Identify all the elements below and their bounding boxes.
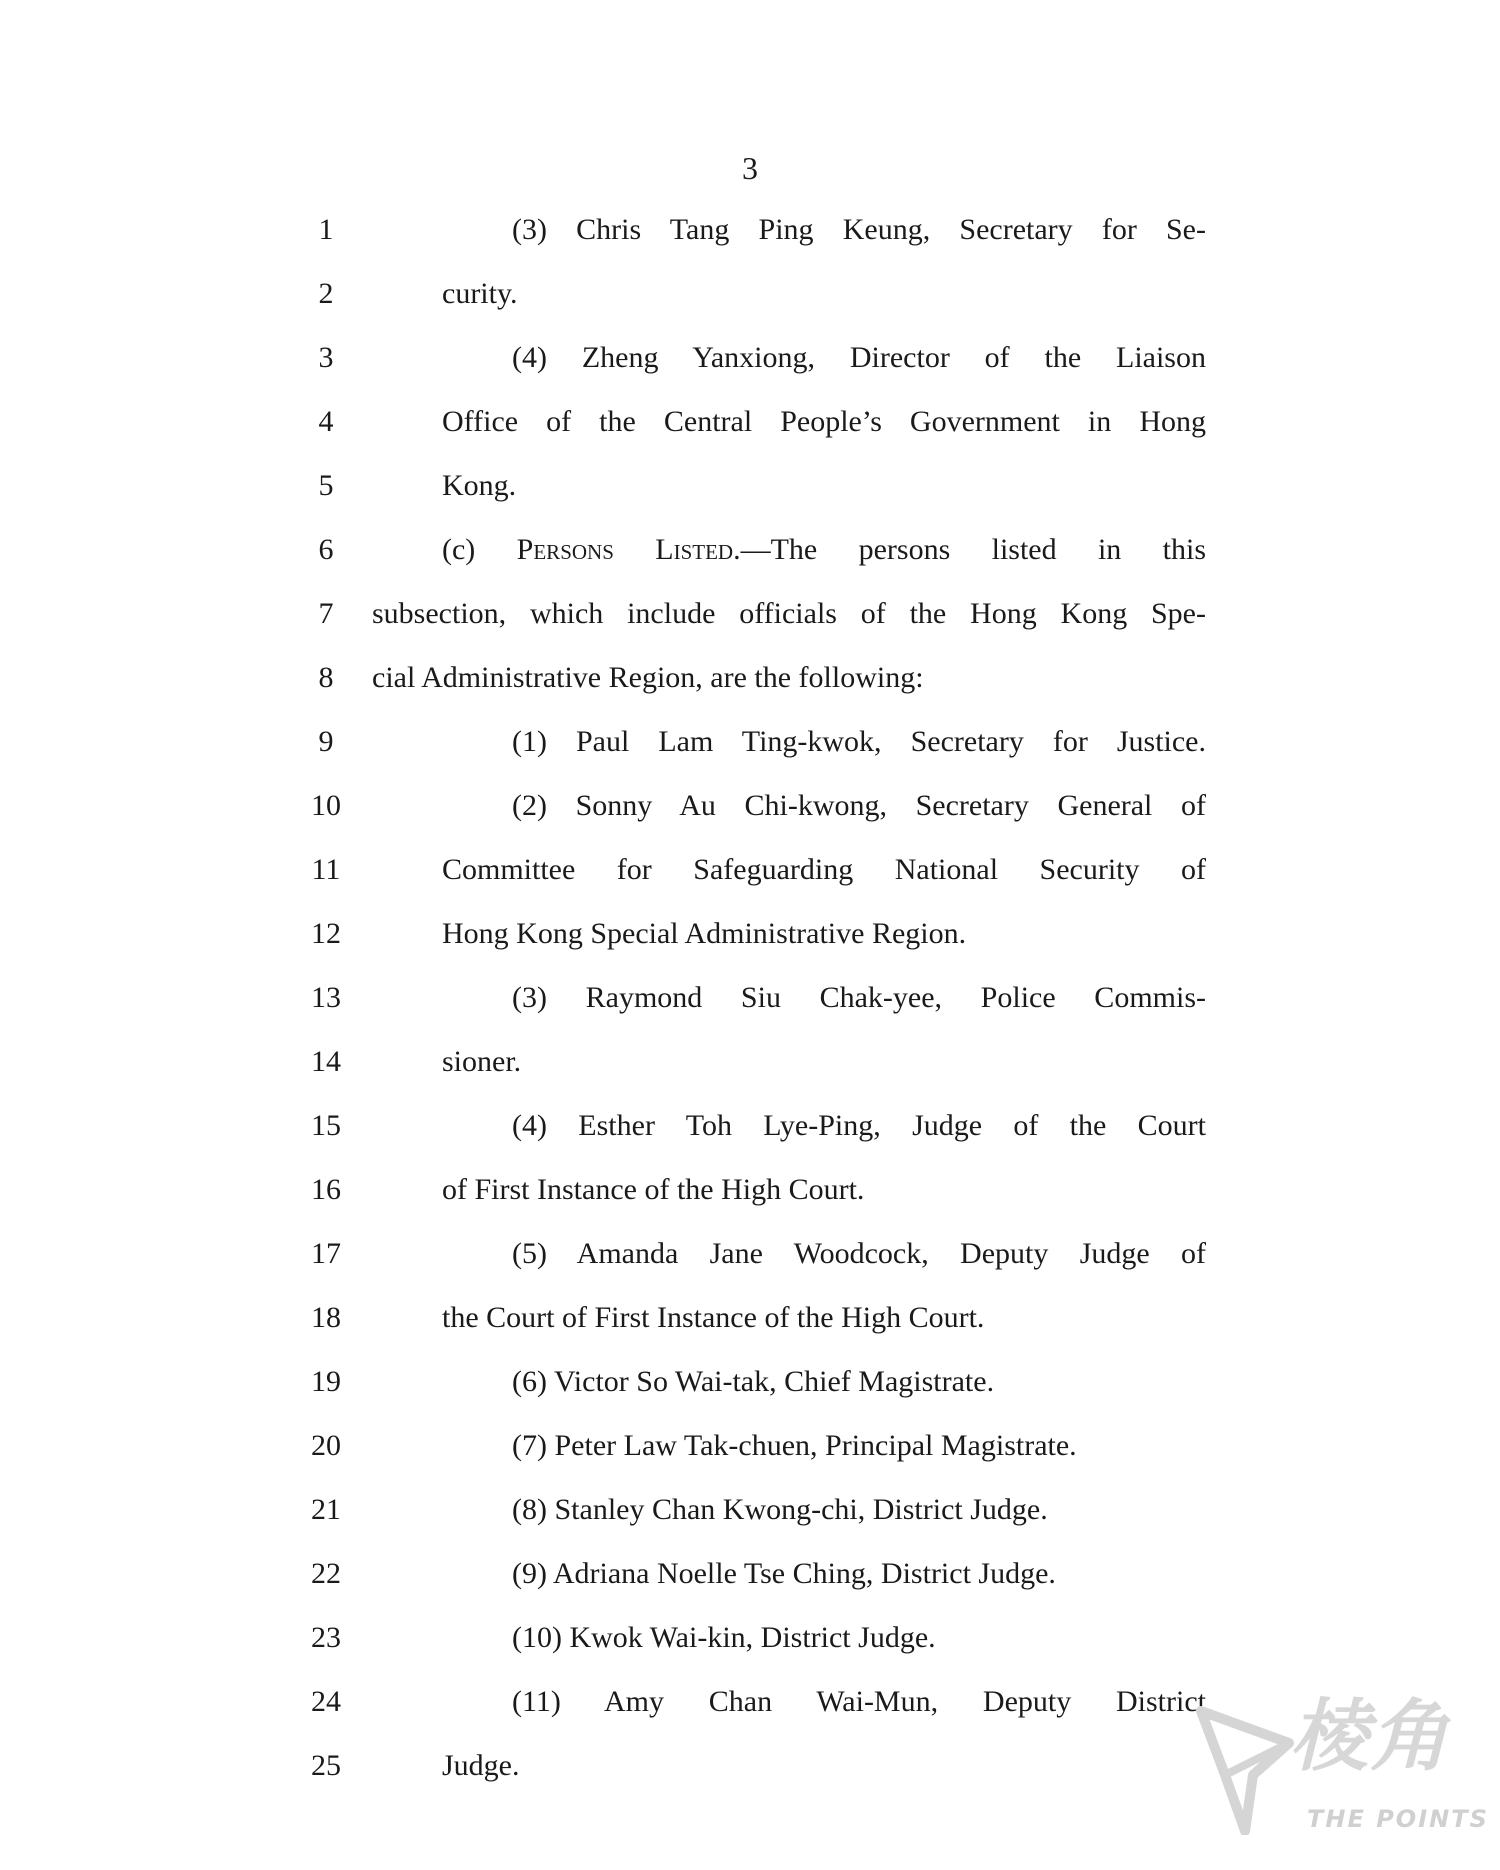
watermark — [1195, 1692, 1495, 1850]
bill-line — [0, 1222, 1500, 1286]
line-number: 9 — [318, 725, 334, 758]
line-text: (11) Amy Chan Wai-Mun, Deputy District — [512, 1685, 1206, 1718]
line-text: the Court of First Instance of the High Court. — [442, 1301, 985, 1334]
watermark-text: 棱角 — [1290, 1692, 1451, 1782]
watermark-logo-icon — [1195, 1705, 1295, 1835]
line-text: (3) Chris Tang Ping Keung, Secretary for Se- — [512, 213, 1206, 246]
subsection-heading: Persons Listed. — [516, 533, 741, 566]
bill-line — [0, 1030, 1500, 1094]
line-number: 11 — [311, 853, 341, 886]
bill-line — [0, 1414, 1500, 1478]
line-text: Hong Kong Special Administrative Region. — [442, 917, 967, 950]
bill-line — [0, 326, 1500, 390]
line-number: 1 — [318, 213, 334, 246]
bill-line — [0, 582, 1500, 646]
line-number: 8 — [318, 661, 334, 694]
line-text: curity. — [442, 277, 518, 310]
bill-line — [0, 902, 1500, 966]
line-number: 18 — [311, 1301, 341, 1334]
line-text: (9) Adriana Noelle Tse Ching, District Judge. — [512, 1557, 1056, 1590]
bill-line — [0, 390, 1500, 454]
bill-line — [0, 454, 1500, 518]
line-text: cial Administrative Region, are the following: — [372, 661, 924, 694]
line-number: 10 — [311, 789, 341, 822]
line-text: (2) Sonny Au Chi-kwong, Secretary General of — [512, 789, 1206, 822]
line-number: 5 — [318, 469, 334, 502]
subsection-text: —The persons listed in this — [740, 533, 1206, 566]
line-number: 6 — [318, 533, 334, 566]
line-text: (4) Esther Toh Lye-Ping, Judge of the Court — [512, 1109, 1206, 1142]
line-text: Office of the Central People’s Government in Hong — [442, 405, 1206, 438]
line-number: 13 — [311, 981, 341, 1014]
line-number: 21 — [311, 1493, 341, 1526]
line-number: 12 — [311, 917, 341, 950]
line-text: Judge. — [442, 1749, 520, 1782]
line-text — [442, 518, 1206, 582]
line-number: 23 — [311, 1621, 341, 1654]
line-text: (3) Raymond Siu Chak-yee, Police Commis- — [512, 981, 1206, 1014]
subsection-label: (c) — [442, 533, 517, 566]
bill-line — [0, 646, 1500, 710]
line-text: (5) Amanda Jane Woodcock, Deputy Judge of — [512, 1237, 1206, 1270]
bill-line — [0, 838, 1500, 902]
bill-line — [0, 1158, 1500, 1222]
line-number: 17 — [311, 1237, 341, 1270]
bill-line — [0, 198, 1500, 262]
line-number: 20 — [311, 1429, 341, 1462]
line-text: Kong. — [442, 469, 517, 502]
line-text: (6) Victor So Wai-tak, Chief Magistrate. — [512, 1365, 995, 1398]
line-text: (10) Kwok Wai-kin, District Judge. — [512, 1621, 936, 1654]
line-number: 19 — [311, 1365, 341, 1398]
bill-line — [0, 966, 1500, 1030]
line-text: (4) Zheng Yanxiong, Director of the Liaison — [512, 341, 1206, 374]
page-number: 3 — [742, 150, 758, 186]
line-number: 3 — [318, 341, 334, 374]
line-text: sioner. — [442, 1045, 522, 1078]
line-number: 7 — [318, 597, 334, 630]
line-number: 22 — [311, 1557, 341, 1590]
bill-line — [0, 710, 1500, 774]
bill-line — [0, 518, 1500, 582]
bill-line — [0, 1606, 1500, 1670]
bill-line — [0, 1286, 1500, 1350]
line-number: 2 — [318, 277, 334, 310]
bill-line — [0, 1478, 1500, 1542]
line-text: Committee for Safeguarding National Security of — [442, 853, 1206, 886]
line-number: 15 — [311, 1109, 341, 1142]
line-number: 4 — [318, 405, 334, 438]
bill-line — [0, 1542, 1500, 1606]
line-text: (1) Paul Lam Ting-kwok, Secretary for Justice. — [512, 725, 1206, 758]
line-text: of First Instance of the High Court. — [442, 1173, 865, 1206]
line-number: 25 — [311, 1749, 341, 1782]
bill-line — [0, 262, 1500, 326]
line-text: subsection, which include officials of the Hong Kong Spe- — [372, 597, 1206, 630]
bill-line — [0, 1094, 1500, 1158]
line-number: 24 — [311, 1685, 341, 1718]
line-number: 16 — [311, 1173, 341, 1206]
line-number: 14 — [311, 1045, 341, 1078]
watermark-caption: THE POINTS — [1307, 1805, 1489, 1833]
bill-line — [0, 1350, 1500, 1414]
line-text: (7) Peter Law Tak-chuen, Principal Magistrate. — [512, 1429, 1077, 1462]
line-text: (8) Stanley Chan Kwong-chi, District Judge. — [512, 1493, 1048, 1526]
bill-line — [0, 774, 1500, 838]
